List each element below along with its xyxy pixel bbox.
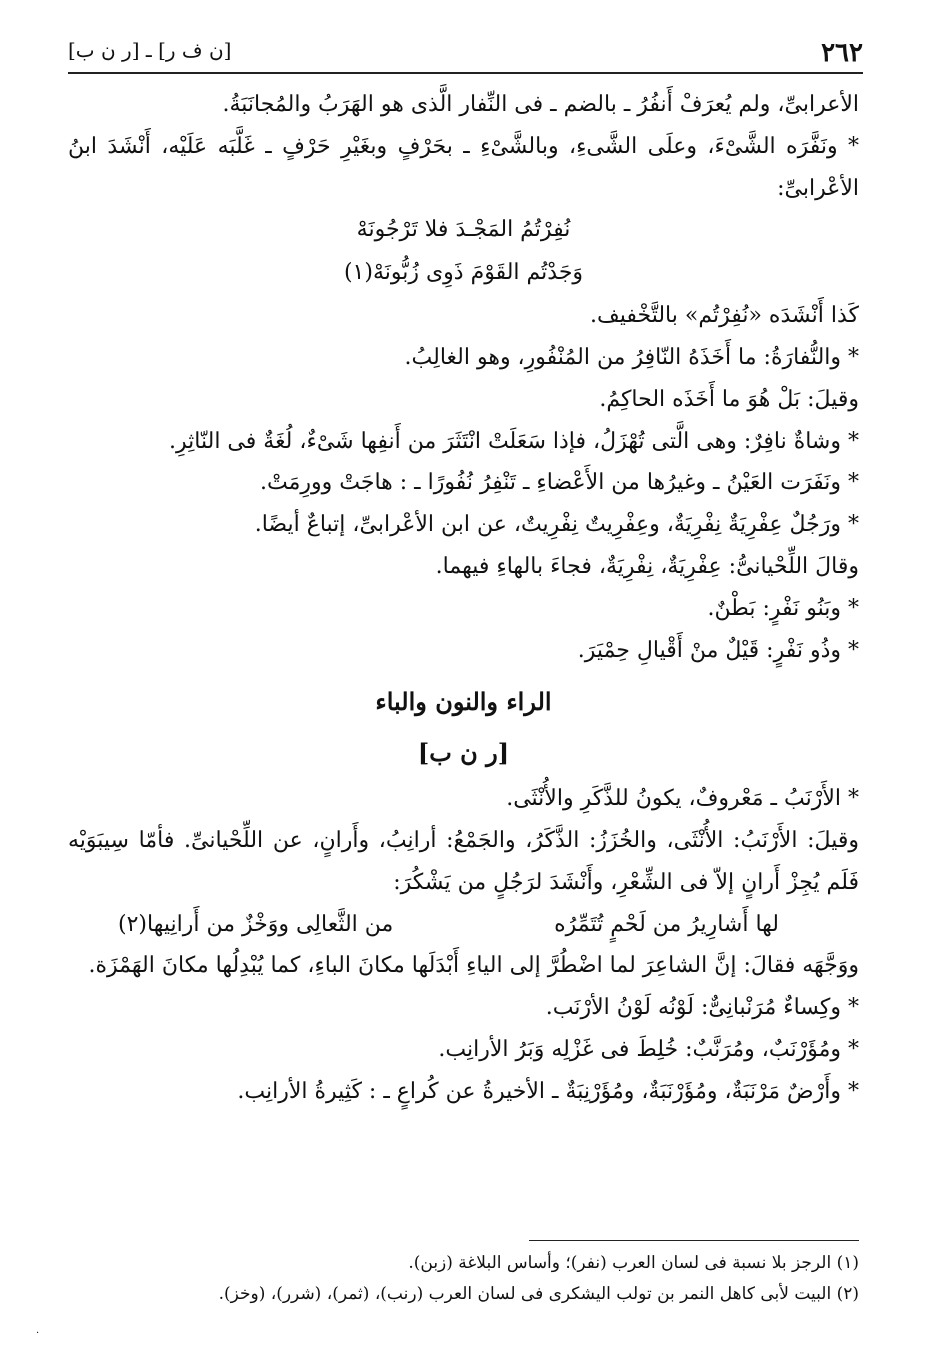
header-rule <box>68 72 863 74</box>
verse-second-hemistich: من الثَّعالِى ووَخْزٌ من أَرانِيها(٢) <box>118 911 394 937</box>
footnote-1: (١) الرجز بلا نسبة فى لسان العرب (نفر)؛ وأساس البلاغة (زبن). <box>408 1253 859 1273</box>
verse-line: وَجَدْتُم القَوْمَ ذَوِى زُبُّونَهْ(١) <box>343 260 584 286</box>
entry-paragraph: * وكِساءٌ مُرَنْبانِىٌّ: لَوْنُه لَوْنُ الأرْنَب. <box>545 995 859 1021</box>
text-line: الأعرابىِّ، ولم يُعرَفْ أَنفُرُ ـ بالضم ـ فى النِّفار الَّذى هو الهَرَبُ والمُجانَبَةُ. <box>222 92 859 117</box>
text-line: وقيلَ: بَلْ هُوَ ما أَخَذَه الحاكِمُ. <box>599 386 859 412</box>
root-heading: [ر ن ب] <box>417 737 510 767</box>
entry-paragraph: وقيلَ: الأَرْنَبُ: الأُنْثَى، والخُزَزُ: الذَّكَرُ، والجَمْعُ: أرانِبُ، وأَرانٍ، عن اللِّحْيانىِّ. فأمّا سِيبَوَيْه فَلَم يُجِزْ أَرانٍ إلاّ فى الشِّعْرِ، وأَنْشَدَ لرَجُلٍ من يَشْكُرَ: <box>68 827 859 895</box>
running-head: [ن ف ر] ـ [ر ن ب] <box>68 38 232 62</box>
text-line: كَذا أَنْشَدَه «نُفِرْتُم» بالتَّخْفيف. <box>589 303 859 329</box>
text-line: وقالَ اللِّحْيانىُّ: عِفْرِيَةٌ، نِفْرِيَةٌ، فجاءَ بالهاءِ فيهما. <box>435 553 859 579</box>
entry-paragraph: * وشاةٌ نافِرٌ: وهى الَّتى تُهْزَلُ، فإذا سَعَلَتْ انْتَثَرَ من أَنفِها شَىْءٌ، لُغَةٌ فى النّاثِرِ. <box>169 428 859 454</box>
footnotes <box>68 1248 859 1311</box>
entry-paragraph: * ونَفَّرَه الشَّىْءَ، وعلَى الشَّىءِ، وبالشَّىْءِ ـ بحَرْفٍ وبغَيْرِ حَرْفٍ ـ غَلَّبَه عَلَيْه، أَنْشَدَ ابنُ الأعْرابىِّ: <box>68 133 859 201</box>
entry-paragraph: * ونَفَرَت العَيْنُ ـ وغيرُها من الأَعْضاءِ ـ تَنْفِرُ نُفُورًا ـ : هاجَتْ وورِمَتْ. <box>260 470 859 496</box>
footnote-rule <box>529 1240 859 1241</box>
entry-paragraph: ووَجَّهَه فقالَ: إنَّ الشاعِرَ لما اضْطُرَّ إلى الياءِ أَبْدَلَها مكانَ الباءِ، كما يُبْدِلُها مكانَ الهَمْزَة. <box>88 953 859 979</box>
page-header <box>68 38 863 72</box>
verse-line: نُفِرْتُمُ المَجْـدَ فلا تَرْجُونَهْ <box>356 217 571 243</box>
entry-paragraph: * وبَنُو نَفْرٍ: بَطْنٌ. <box>707 595 859 621</box>
entry-paragraph: * والنُّفارَةُ: ما أَخَذَهُ النّافِرُ من المُنْفُورِ، وهو الغالِبُ. <box>404 344 859 370</box>
entry-paragraph: * وأَرْضٌ مَرْنَبَةٌ، ومُؤَرْنَبَةٌ، ومُؤَرْنِبَةٌ ـ الأخيرةُ عن كُراعٍ ـ : كَثِيرةُ الأرانِب. <box>237 1078 859 1104</box>
entry-paragraph: * وذُو نَفْرٍ: قَيْلٌ منْ أَقْيالِ حِمْيَرَ. <box>577 637 859 663</box>
section-title: الراء والنون والباء <box>375 687 552 717</box>
entry-paragraph: * ورَجُلٌ عِفْرِيَةٌ نِفْرِيَةٌ، وعِفْرِيتٌ نِفْرِيتٌ، عن ابن الأعْرابىِّ، إتباعٌ أيضًا. <box>254 512 859 538</box>
verse-couplet <box>68 904 859 946</box>
page-speck: · <box>36 1328 40 1339</box>
entry-paragraph: * ومُؤَرْنَبٌ، ومُرَنَّبٌ: خُلِطَ فى غَزْلِه وَبَرُ الأرانِب. <box>438 1036 859 1062</box>
footnote-2: (٢) البيت لأبى كاهل النمر بن تولب اليشكرى فى لسان العرب (رنب)، (ثمر)، (شرر)، (وخز). <box>218 1284 859 1305</box>
entry-paragraph: * الأَرْنَبُ ـ مَعْروفٌ، يكونُ للذَّكَرِ والأُنْثَى. <box>506 786 859 812</box>
page-number: ٢٦٢ <box>821 38 863 68</box>
verse-first-hemistich: لها أَشارِيرُ من لَحْمٍ تُتَمِّرُه <box>554 911 779 937</box>
main-text <box>68 84 859 1113</box>
